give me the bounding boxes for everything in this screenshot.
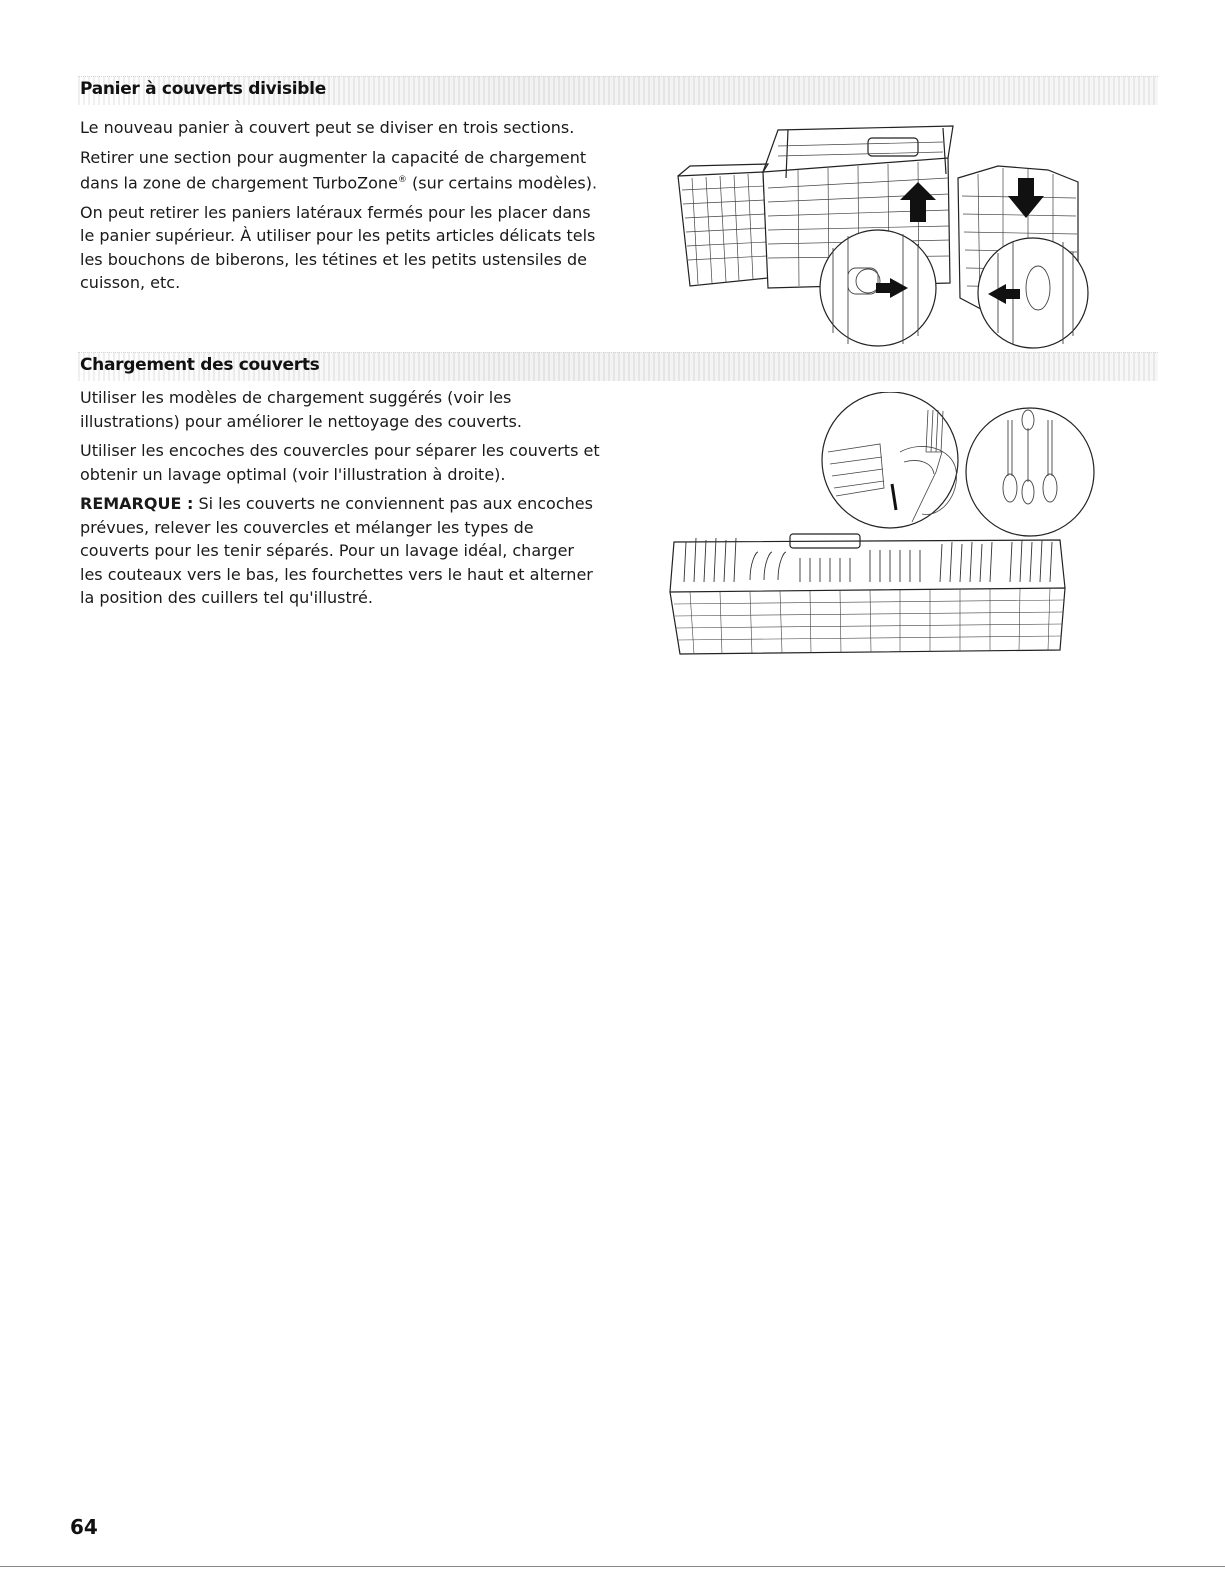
silverware-loading-illustration	[660, 392, 1100, 662]
paragraph: Utiliser les modèles de chargement suggérés (voir les illustrations) pour améliorer le nettoyage des couverts.	[80, 388, 522, 431]
section-loading-silverware	[78, 352, 1158, 607]
page-number: 64	[70, 1515, 98, 1539]
paragraph: Retirer une section pour augmenter la capacité de chargement dans la zone de chargement TurboZone® (sur certains modèles).	[80, 147, 598, 193]
paragraph: Utiliser les encoches des couvercles pour séparer les couverts et obtenir un lavage optimal (voir l'illustration à droite).	[80, 441, 600, 484]
section-body	[80, 386, 600, 616]
section-divisible-basket	[78, 76, 1158, 293]
bottom-rule	[0, 1566, 1225, 1567]
divisible-basket-illustration	[668, 118, 1108, 358]
registered-mark: ®	[397, 175, 407, 185]
section-heading: Chargement des couverts	[80, 355, 320, 375]
note-paragraph	[80, 492, 600, 610]
paragraph: On peut retirer les paniers latéraux fermés pour les placer dans le panier supérieur. À utiliser pour les petits articles délicats tels les bouchons de biberons, les tétines et les petits ustensiles de cuisson, etc.	[80, 202, 596, 293]
section-body	[80, 116, 600, 301]
section-heading: Panier à couverts divisible	[80, 79, 326, 99]
note-label: REMARQUE :	[80, 494, 194, 513]
note-text: Si les couverts ne conviennent pas aux encoches prévues, relever les couvercles et mélanger les types de couverts pour les tenir séparés. Pour un lavage idéal, charger les couteaux vers le bas, les fourchettes vers le haut et alterner la position des cuillers tel qu'illustré.	[80, 494, 593, 607]
paragraph: Le nouveau panier à couvert peut se diviser en trois sections.	[80, 118, 575, 137]
section-heading-bar	[78, 352, 1158, 381]
section-heading-bar	[78, 76, 1158, 105]
